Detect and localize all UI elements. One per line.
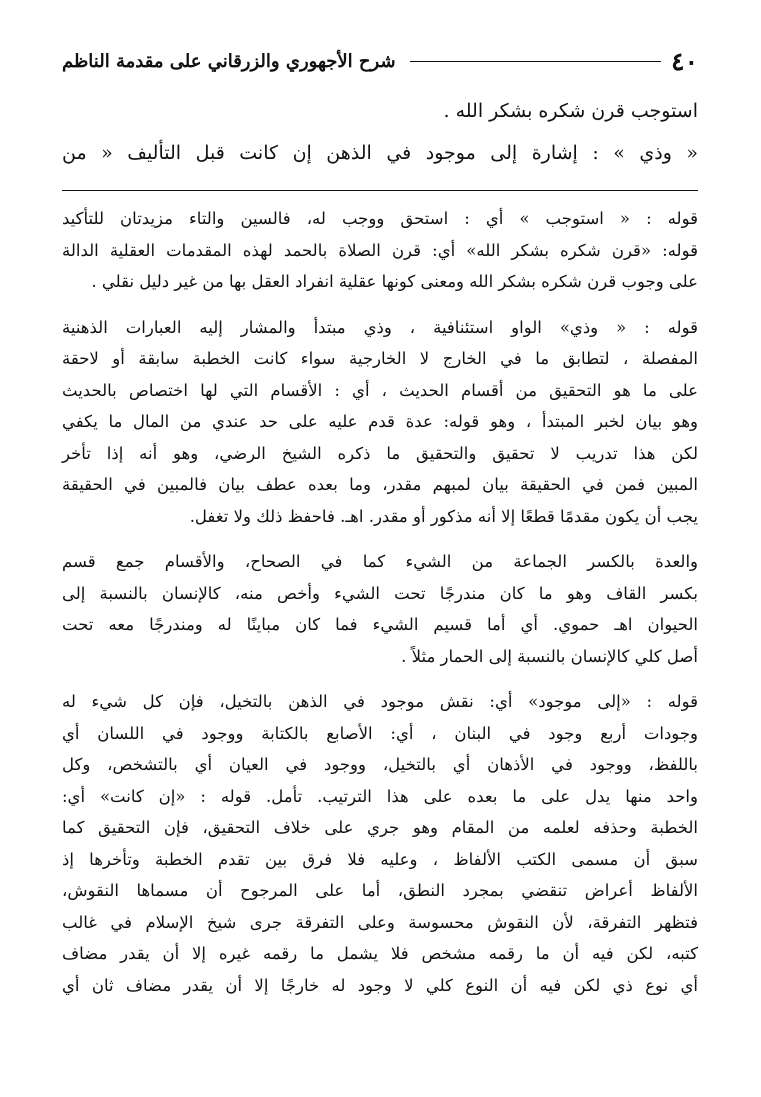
commentary-line: المبين فمن في الحقيقة بيان لمبهم مقدر، وما بعده عطف بيان فالمبين في الحقيقة xyxy=(62,475,698,494)
commentary-paragraph xyxy=(62,203,698,298)
commentary-line: بكسر القاف وهو ما كان مندرجًا تحت الشيء وأخص منه، كالإنسان بالنسبة إلى xyxy=(62,583,698,603)
commentary-line: لكن هذا تدريب لا تحقيق والتحقيق ما ذكره الشيخ الرضي، وهو أنه إذا تأخر xyxy=(62,443,698,463)
commentary-paragraph xyxy=(62,312,698,533)
commentary-paragraph xyxy=(62,546,698,672)
section-divider xyxy=(62,190,698,191)
commentary-line: على ما هو التحقيق من أقسام الحديث ، أي : الأقسام التي لها اختصاص بالحديث xyxy=(62,380,698,400)
main-text xyxy=(62,90,698,174)
commentary-line: وجودات أربع وجود في البنان ، أي: الأصابع بالكتابة ووجود في اللسان أي xyxy=(62,723,698,743)
commentary-line: والعدة بالكسر الجماعة من الشيء كما في الصحاح، والأقسام جمع قسم xyxy=(62,552,698,571)
commentary-paragraph xyxy=(62,686,698,1001)
commentary-line: على وجوب قرن شكره بشكر الله ومعنى كونها عقلية انفراد العقل بها من غير دليل نقلي . xyxy=(91,272,698,291)
commentary-line: قوله : «إلى موجود» أي: نقش موجود في الذهن بالتخيل، فإن كل شيء له xyxy=(62,692,698,711)
header-rule xyxy=(410,61,662,62)
commentary-line: المفصلة ، لتطابق ما في الخارج لا الخارجية سواء كانت الخطبة سابقة أو لاحقة xyxy=(62,349,698,368)
book-page xyxy=(62,38,698,1015)
commentary-line: الخطبة وحذفه لعلمه من المقام وهو جري على خلاف التحقيق، فإن التحقيق كما xyxy=(62,818,698,837)
running-head xyxy=(62,38,698,86)
commentary xyxy=(62,203,698,1001)
commentary-line: أي نوع ذي لكن فيه أن النوع كلي لا وجود له خارجًا إلا أن يقدر مضاف ثان أي xyxy=(62,975,698,995)
commentary-line: قوله: «قرن شكره بشكر الله» أي: قرن الصلاة بالحمد لهذه المقدمات العقلية الدالة xyxy=(62,240,698,260)
commentary-line: واحد منها يدل على ما بعده على هذا الترتيب. تأمل. قوله : «إن كانت» أي: xyxy=(62,786,698,806)
commentary-line: وهو بيان لخبر المبتدأ ، وهو قوله: عدة قدم عليه على حد عندي من المال ما يكفي xyxy=(62,412,698,431)
commentary-line: قوله : « استوجب » أي : استحق ووجب له، فالسين والتاء مزيدتان للتأكيد xyxy=(62,209,698,228)
page-number: ٤٠ xyxy=(671,46,698,76)
commentary-line: سبق أن مسمى الكتب الألفاظ ، وعليه فلا فرق بين تقدم الخطبة وتأخرها إذ xyxy=(62,849,698,869)
commentary-line: كتبه، لكن فيه أن ما رقمه مشخص فلا يشمل ما رقمه غيره إلا أن يقدر مضاف xyxy=(62,944,698,963)
commentary-line: قوله : « وذي» الواو استئنافية ، وذي مبتدأ والمشار إليه العبارات الذهنية xyxy=(62,317,698,337)
commentary-line: يجب أن يكون مقدمًا قطعًا إلا أنه مذكور أو مقدر. اهـ. فاحفظ ذلك ولا تغفل. xyxy=(189,506,698,526)
commentary-line: الألفاظ أعراض تنقضي بمجرد النطق، أما على المرجوح أن مسماها النقوش، xyxy=(62,881,698,900)
main-text-line: « وذي » : إشارة إلى موجود في الذهن إن كانت قبل التأليف « من xyxy=(62,142,698,164)
running-head-title: شرح الأجهوري والزرقاني على مقدمة الناظم xyxy=(62,50,396,72)
commentary-line: أصل كلي كالإنسان بالنسبة إلى الحمار مثلاً . xyxy=(401,646,698,666)
commentary-line: الحيوان اهـ حموي. أي أما قسيم الشيء فما كان مباينًا له ومندرجًا معه تحت xyxy=(62,615,698,634)
commentary-line: باللفظ، ووجود في الأذهان أي بالتخيل، ووجود في العيان أي بالتشخص، وكل xyxy=(62,755,698,774)
commentary-line: فتظهر التفرقة، لأن النقوش محسوسة وعلى التفرقة جرى شيخ الإسلام في غالب xyxy=(62,912,698,932)
main-text-line: استوجب قرن شكره بشكر الله . xyxy=(443,100,698,122)
